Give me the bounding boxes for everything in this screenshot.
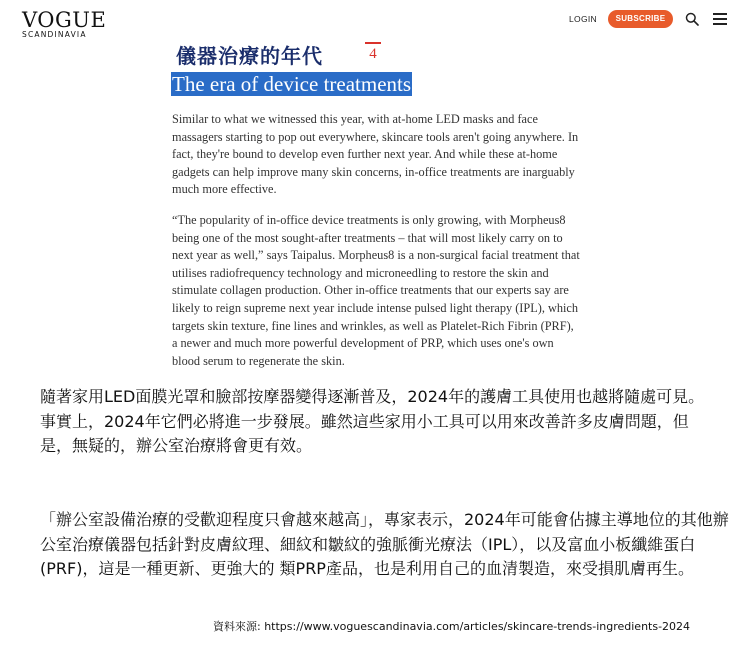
section-number-value: 4 xyxy=(369,46,377,62)
translation-paragraph-1: 隨著家用LED面膜光罩和臉部按摩器變得逐漸普及，2024年的護膚工具使用也越將隨處可見。事實上，2024年它們必將進一步發展。雖然這些家用小工具可以用來改善許多皮膚問題，但是，無疑的，辦公室治療將會更有效。 xyxy=(40,387,705,455)
logo-wordmark: VOGUE xyxy=(22,8,107,32)
section-number xyxy=(364,42,382,63)
article-paragraph-2: “The popularity of in-office device treatments is only growing, with Morpheus8 being one of the most sought-after treatments – that will most likely carry on to next year as well,” says Taipalus. Morpheus8 is a non-surgical facial treatment that utilises radiofrequency technology and microneedling to restore the skin and stimulate collagen production. Other in-office treatments that our experts say are likely to reign supreme next year include intense pulsed light therapy (IPL), which targets skin texture, fine lines and wrinkles, as well as Platelet-Rich Fibrin (PRF), a newer and much more powerful development of PRP, which uses one's own blood serum to regenerate the skin. xyxy=(172,213,580,368)
article-paragraph-1: Similar to what we witnessed this year, with at-home LED masks and face massagers starting to pop out everywhere, skincare tools aren't going anywhere. In fact, they're bound to develop even further next year. And while these at-home gadgets can help improve many skin concerns, in-office treatments are inarguably much more effective. xyxy=(172,112,579,197)
vogue-logo[interactable] xyxy=(22,10,106,39)
number-accent-bar xyxy=(365,42,381,44)
translation-paragraph-2: 「辦公室設備治療的受歡迎程度只會越來越高」，專家表示，2024年可能會佔據主導地位的其他辦公室治療儀器包括針對皮膚紋理、細紋和皺紋的強脈衝光療法（IPL），以及富血小板纖維蛋白 (PRF)，這是一種更新、更強大的 類PRP產品，也是利用自己的血清製造，來受損肌膚再生。 xyxy=(40,510,729,578)
menu-icon[interactable] xyxy=(713,13,727,25)
search-icon[interactable] xyxy=(685,12,699,26)
login-link[interactable]: LOGIN xyxy=(569,14,597,24)
section-title-en: The era of device treatments xyxy=(172,72,412,96)
section-title-zh: 儀器治療的年代 xyxy=(176,44,323,68)
source-citation: 資料來源: https://www.voguescandinavia.com/articles/skincare-trends-ingredients-2024 xyxy=(213,620,691,633)
site-header xyxy=(0,0,740,40)
logo-subtitle: SCANDINAVIA xyxy=(22,30,87,39)
subscribe-button[interactable]: SUBSCRIBE xyxy=(608,10,673,28)
